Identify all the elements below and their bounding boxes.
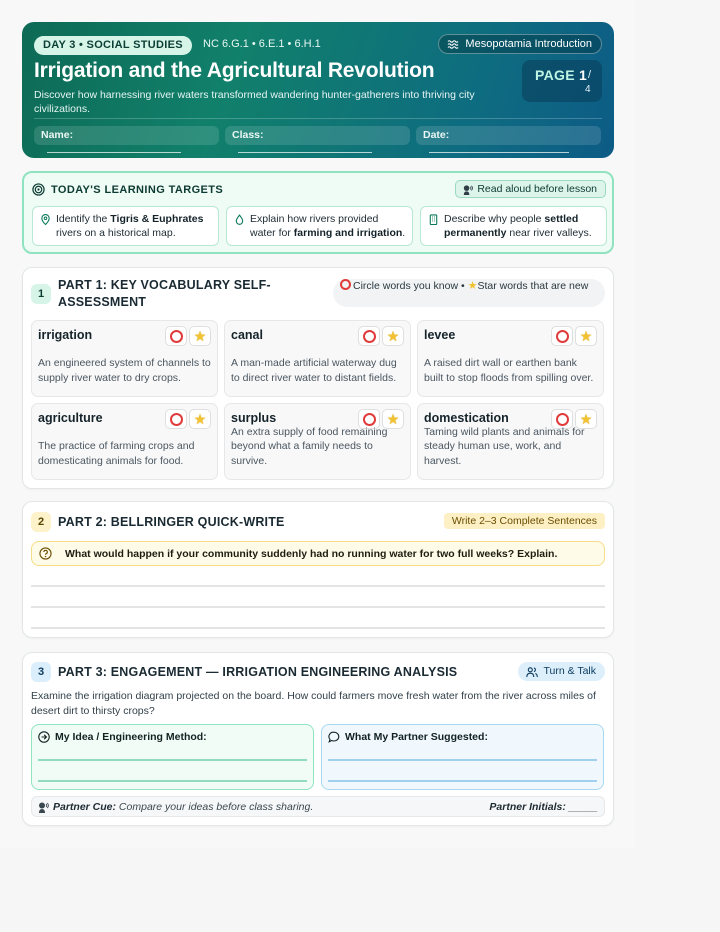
section-title: PART 3: ENGAGEMENT — IRRIGATION ENGINEERING ANALYSIS <box>58 665 458 679</box>
star-icon: ★ <box>386 328 400 344</box>
partner-label: What My Partner Suggested: <box>345 731 488 743</box>
circle-know-button[interactable] <box>551 326 573 346</box>
target-text-post: . <box>402 227 406 239</box>
partner-suggestion-box[interactable] <box>321 724 604 790</box>
turn-and-talk-badge <box>518 662 605 681</box>
star-icon: ★ <box>386 411 400 427</box>
target-icon <box>32 183 45 196</box>
response-line[interactable] <box>328 759 597 761</box>
red-circle-icon <box>556 330 569 343</box>
class-label: Class: <box>232 129 264 141</box>
response-line[interactable] <box>38 780 307 782</box>
page-indicator <box>522 60 602 102</box>
writing-line[interactable] <box>31 606 605 608</box>
question-text: What would happen if your community suddenly had no running water for two full weeks? Explain. <box>65 548 558 560</box>
vocab-card <box>224 320 411 397</box>
droplet-icon <box>234 214 245 225</box>
target-item <box>32 206 219 246</box>
circle-know-button[interactable] <box>358 326 380 346</box>
standards-text: NC 6.G.1 • 6.E.1 • 6.H.1 <box>203 38 321 50</box>
page-slash: / <box>588 69 592 81</box>
writing-line[interactable] <box>31 585 605 587</box>
date-label: Date: <box>423 129 450 141</box>
target-item <box>420 206 607 246</box>
vocab-card <box>417 403 604 480</box>
vocab-word: levee <box>424 328 456 342</box>
vocab-word: irrigation <box>38 328 93 342</box>
unit-pill <box>438 34 602 54</box>
vocab-word: domestication <box>424 411 509 425</box>
response-line[interactable] <box>328 780 597 782</box>
star-icon: ★ <box>193 328 207 344</box>
part2-bellringer-card <box>22 501 614 638</box>
people-icon <box>526 666 538 678</box>
part3-engagement-card <box>22 652 614 826</box>
vocab-definition: Taming wild plants and animals for steady human use, work, and harvest. <box>424 425 585 467</box>
target-text-post: rivers on a historical map. <box>56 227 176 239</box>
target-text-post: near river valleys. <box>506 227 592 239</box>
star-new-button[interactable] <box>575 326 597 346</box>
engagement-prompt: Examine the irrigation diagram projected on the board. How could farmers move fresh water from the river across miles of desert dirt to thirsty crops? <box>31 690 596 717</box>
writing-line[interactable] <box>31 627 605 629</box>
target-text-bold: Tigris & Euphrates <box>110 213 204 225</box>
circle-know-button[interactable] <box>165 326 187 346</box>
page-label: PAGE <box>535 67 575 83</box>
page-total: 4 <box>585 84 591 95</box>
my-idea-box[interactable] <box>31 724 314 790</box>
date-field[interactable] <box>416 126 601 145</box>
star-new-button[interactable] <box>189 326 211 346</box>
vocab-card <box>31 320 218 397</box>
target-text-pre: Identify the <box>56 213 111 225</box>
target-text-bold: farming and irrigation <box>293 227 403 239</box>
class-blank[interactable] <box>238 142 372 153</box>
target-text-pre: Explain how rivers provided water for <box>250 213 379 239</box>
sentence-requirement-badge: Write 2–3 Complete Sentences <box>444 513 605 529</box>
instructions-part-a: Circle words you know • <box>353 280 465 292</box>
header-divider <box>34 118 602 119</box>
vocab-card <box>31 403 218 480</box>
partner-initials[interactable] <box>489 801 598 813</box>
vocab-word: surplus <box>231 411 277 425</box>
building-icon <box>428 214 439 225</box>
target-item <box>226 206 413 246</box>
partner-cue-bar <box>31 796 605 817</box>
target-text-bold: settled permanently <box>444 213 579 239</box>
star-icon: ★ <box>579 411 593 427</box>
response-line[interactable] <box>38 759 307 761</box>
section-number: 2 <box>31 512 51 532</box>
vocab-card <box>417 320 604 397</box>
day-badge: DAY 3 • SOCIAL STUDIES <box>34 36 192 55</box>
vocab-word: canal <box>231 328 263 342</box>
map-pin-icon <box>40 214 51 225</box>
target-text-pre: Describe why people <box>444 213 545 225</box>
speaking-head-icon <box>462 184 473 195</box>
arrow-circle-right-icon <box>38 731 50 743</box>
targets-heading-text: TODAY'S LEARNING TARGETS <box>51 183 224 196</box>
star-icon: ★ <box>579 328 593 344</box>
star-new-button[interactable] <box>189 409 211 429</box>
waves-icon <box>447 38 459 50</box>
read-aloud-text: Read aloud before lesson <box>477 183 597 195</box>
page-title: Irrigation and the Agricultural Revolution <box>34 59 435 82</box>
section-title: PART 2: BELLRINGER QUICK-WRITE <box>58 515 285 529</box>
part1-vocabulary-card <box>22 267 614 489</box>
partner-cue-label: Partner Cue: <box>53 801 117 813</box>
star-new-button[interactable] <box>382 326 404 346</box>
instructions-part-b: Star words that are new <box>477 280 589 292</box>
red-circle-icon <box>340 279 351 290</box>
date-blank[interactable] <box>429 142 569 153</box>
vocab-definition: A raised dirt wall or earthen bank built to stop floods from spilling over. <box>424 357 594 384</box>
section-title: PART 1: KEY VOCABULARY SELF-ASSESSMENT <box>58 278 271 309</box>
lesson-header <box>22 22 614 158</box>
read-aloud-badge <box>455 180 606 198</box>
red-circle-icon <box>170 413 183 426</box>
partner-initials-label: Partner Initials: <box>489 801 566 813</box>
vocab-instructions <box>333 279 605 307</box>
section-number: 1 <box>31 284 51 304</box>
circle-know-button[interactable] <box>165 409 187 429</box>
speech-bubble-icon <box>328 731 340 743</box>
question-circle-icon <box>39 547 52 560</box>
page-number: 1 <box>579 67 588 83</box>
vocab-definition: An extra supply of food remaining beyond what a family needs to survive. <box>231 425 388 467</box>
turn-and-talk-text: Turn & Talk <box>543 665 596 677</box>
name-field[interactable] <box>34 126 219 145</box>
red-circle-icon <box>170 330 183 343</box>
star-icon: ★ <box>467 280 478 292</box>
speaking-head-icon <box>37 801 49 813</box>
vocab-definition: The practice of farming crops and domesticating animals for food. <box>38 440 195 467</box>
vocab-card <box>224 403 411 480</box>
name-label: Name: <box>41 129 74 141</box>
star-icon: ★ <box>193 411 207 427</box>
learning-targets <box>22 171 614 254</box>
partner-cue-text: Compare your ideas before class sharing. <box>116 801 314 813</box>
partner-initials-blank[interactable]: _____ <box>565 801 598 813</box>
vocab-definition: A man-made artificial waterway dug to direct river water to distant fields. <box>231 357 397 384</box>
page-subtitle: Discover how harnessing river waters transformed wandering hunter-gatherers into thriving city civilizations. <box>34 89 475 115</box>
name-blank[interactable] <box>47 142 181 153</box>
vocab-definition: An engineered system of channels to supply river water to dry crops. <box>38 357 211 384</box>
my-idea-label: My Idea / Engineering Method: <box>55 731 207 743</box>
class-field[interactable] <box>225 126 410 145</box>
vocab-word: agriculture <box>38 411 103 425</box>
targets-heading <box>32 183 223 196</box>
unit-label: Mesopotamia Introduction <box>465 38 592 50</box>
red-circle-icon <box>363 330 376 343</box>
bellringer-question <box>31 541 605 566</box>
section-number: 3 <box>31 662 51 682</box>
